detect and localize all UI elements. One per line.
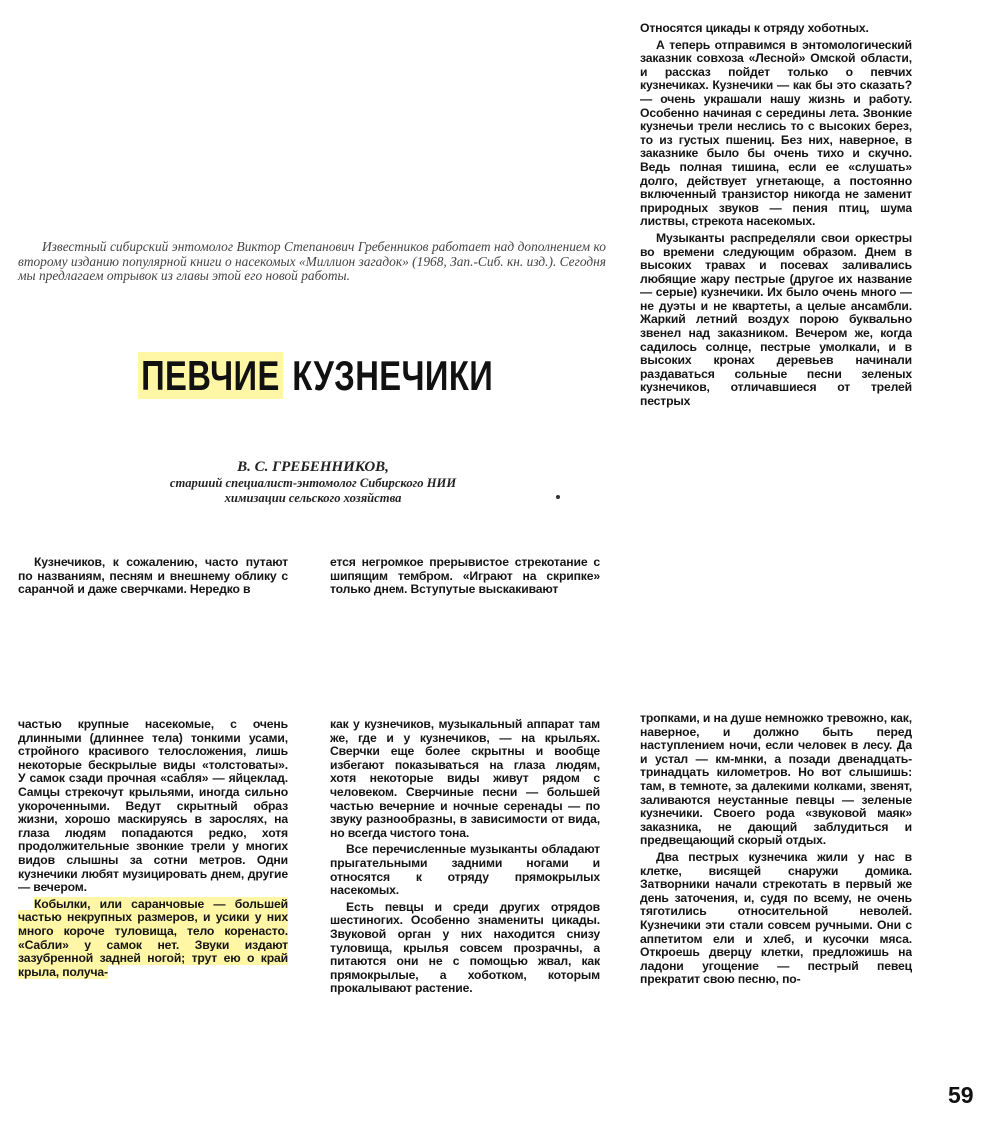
column-2-top: [330, 556, 600, 614]
column-3-bottom: [640, 712, 912, 1120]
title-word-1: ПЕВЧИЕ: [138, 352, 283, 399]
paragraph: Есть певцы и среди других отрядов шестиногих. Особенно знамениты цикады. Звуковой орган у них находится снизу туловища, крылья совсем прозрачны, а питаются они не с помощью жвал, как прямокрылые, а хоботком, которым прокалывают растение.: [330, 899, 600, 996]
intro-note: Известный сибирский энтомолог Виктор Степанович Гребенников работает над дополнением ко второму изданию популярной книги о насекомых «Миллион загадок» (1968, Зап.-Сиб. кн. изд.). Сегодня мы предлагаем отрывок из главы этой его новой работы.: [18, 239, 606, 284]
column-1-bottom: [18, 718, 288, 1120]
author-name: В. С. ГРЕБЕННИКОВ,: [237, 459, 389, 475]
paragraph: Кузнечиков, к сожалению, часто путают по названиям, песням и внешнему облику с саранчой и даже сверчками. Нередко в: [18, 556, 288, 597]
decorative-dot: [556, 495, 560, 499]
author-role-line-1: старший специалист-энтомолог Сибирского НИИ: [169, 476, 457, 490]
paragraph: Два пестрых кузнечика жили у нас в клетке, висящей снаружи домика. Затворники начали стрекотать в первый же день заточения, и, судя по всему, не очень тяготились относительной неволей. Кузнечики эти стали совсем ручными. Они с аппетитом ели и хлеб, и кусочки мяса. Откроешь дверцу клетки, предложишь на ладони угощение — пестрый певец прекратит свою песню, по-: [640, 849, 912, 987]
paragraph: как у кузнечиков, музыкальный аппарат там же, где и у кузнечиков, — на крыльях. Сверчки еще более скрытны и вообще избегают показываться на глаза людям, хотя некоторые виды живут рядом с человеком. Сверчиные песни — большей частью вечерние и ночные серенады — по звуку разнообразны, в зависимости от вида, но всегда чистого тона.: [330, 718, 600, 840]
paragraph: [18, 898, 288, 980]
paragraph: Музыканты распределяли свои оркестры во времени следующим образом. Днем в высоких травах и посевах заливались любящие жару пестрые (другое их название — серые) кузнечики. Их было очень много — не дуэты и не квартеты, а целые ансамбли. Жаркий летний воздух порою буквально звенел над заказником. Вечером же, когда садилось солнце, пестрые умолкали, и в высоких кронах деревьев начинали раздаваться сольные песни зеленых кузнечиков, отличавшиеся от трелей пестрых: [640, 230, 912, 409]
paragraph: частью крупные насекомые, с очень длинными (длиннее тела) тонкими усами, стройного красивого телосложения, лишь некоторые бескрылые виды «толстоваты». У самок сзади прочная «сабля» — яйцеклад. Самцы стрекочут крыльями, иногда сильно укороченными. Ведут скрытный образ жизни, хорошо маскируясь в зарослях, на глаза людям попадаются редко, хотя продолжительные звонкие трели у многих видов слышны за сотни метров. Одни кузнечики любят музицировать днем, другие — вечером.: [18, 718, 288, 895]
paragraph: А теперь отправимся в энтомологический заказник совхоза «Лесной» Омской области, и рассказ пойдет только о певчих кузнечиках. Кузнечики — как бы это сказать? — очень украшали нашу жизнь и работу. Особенно начиная с середины лета. Звонкие кузнечьи трели неслись то с высоких берез, то из густых пшениц. Без них, наверное, в заказнике было бы очень тихо и скучно. Ведь полная тишина, если ее «слушать» долго, действует угнетающе, а постоянно включенный транзистор никогда не заменит природных звуков — пения птиц, шума листвы, стрекота насекомых.: [640, 37, 912, 229]
column-1-top: [18, 556, 288, 614]
author-block: [118, 458, 508, 506]
author-role-line-2: химизации сельского хозяйства: [224, 491, 402, 505]
title-word-2: КУЗНЕЧИКИ: [292, 352, 494, 399]
paragraph: тропками, и на душе немножко тревожно, как, наверное, и должно быть перед наступлением ночи, если человек в лесу. Да и устал — км-мнки, а позади двенадцать-тринадцать километров. Но вот слышишь: там, в темноте, за далекими колками, звенят, заливаются неустанные певцы — зеленые кузнечики. Своего рода «звуковой маяк» заказника, не дающий заблудиться и предвещающий скорый отдых.: [640, 712, 912, 848]
paragraph: ется негромкое прерывистое стрекотание с шипящим тембром. «Играют на скрипке» только днем. Вступутые выскакивают: [330, 556, 600, 597]
column-2-bottom: [330, 718, 600, 1120]
paragraph: Относятся цикады к отряду хоботных.: [640, 22, 869, 35]
column-3-top: [640, 22, 912, 618]
highlighted-paragraph: Кобылки, или саранчовые — большей частью некрупных размеров, и усики у них много короче туловища, тело коренасто. «Сабли» у самок нет. Звуки издают зазубренной задней ногой; трут ею о край крыла, получа-: [18, 896, 288, 979]
article-title: [138, 352, 493, 400]
paragraph: Все перечисленные музыканты обладают прыгательными задними ногами и относятся к отряду прямокрылых насекомых.: [330, 842, 600, 898]
page-number: 59: [948, 1082, 974, 1108]
